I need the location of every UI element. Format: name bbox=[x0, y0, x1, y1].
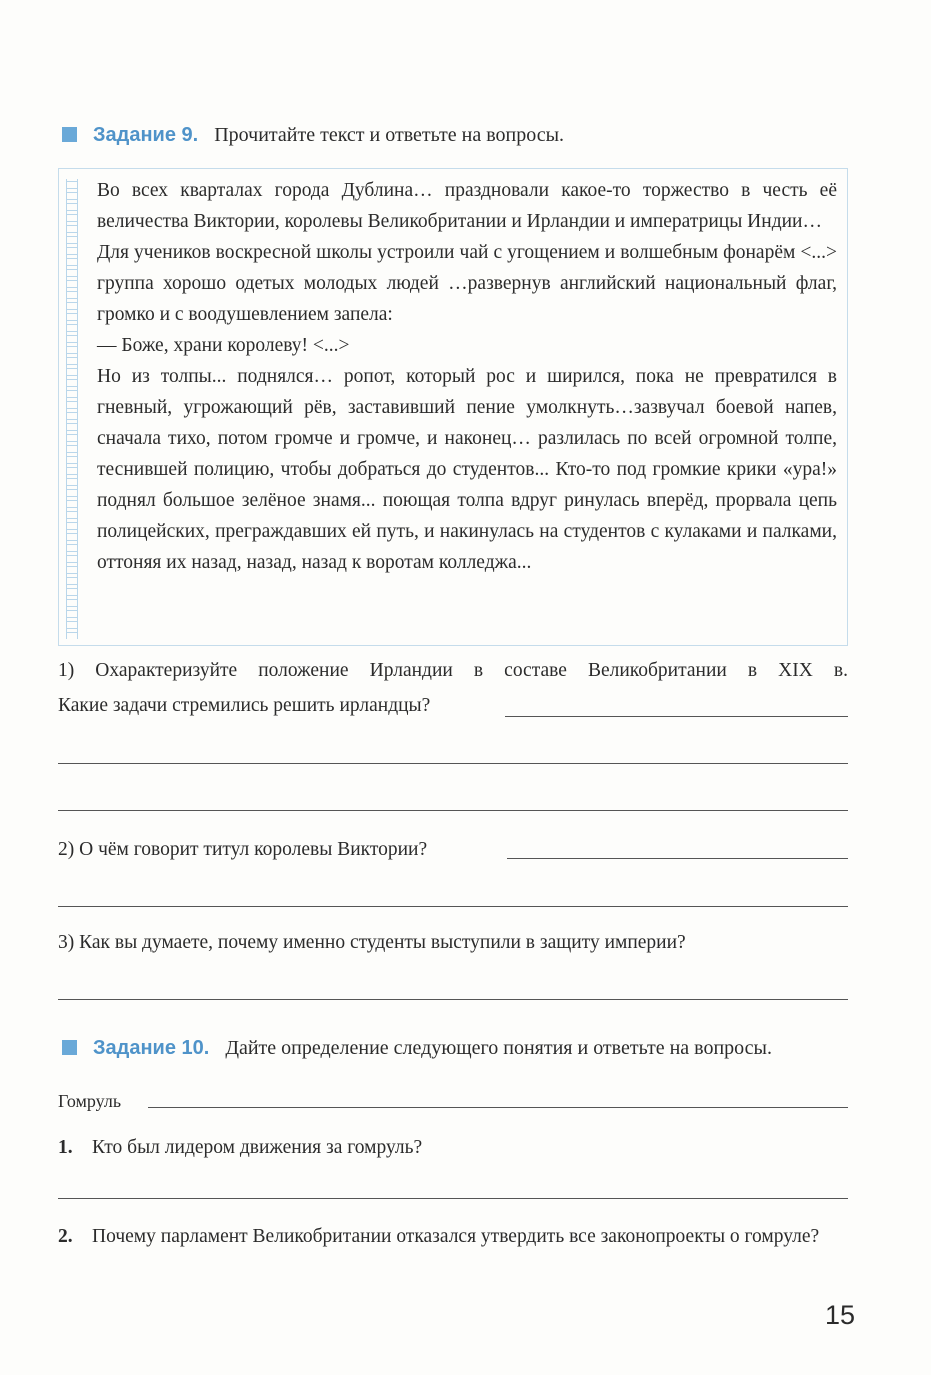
ornament-border-icon bbox=[66, 179, 78, 639]
square-bullet-icon bbox=[62, 1040, 77, 1055]
task-10-question-2 bbox=[58, 1221, 848, 1253]
task-10-question-1 bbox=[58, 1132, 848, 1164]
passage-paragraph-2: Для учеников воскресной школы устроили чай с угощением и волшебным фонарём <...> группа хорошо одетых молодых людей …развернув английский национальный флаг, громко и с воодушевлением запела: bbox=[97, 242, 837, 325]
question-number: 1. bbox=[58, 1137, 73, 1158]
term-label: Гомруль bbox=[58, 1091, 122, 1111]
question-3: 3) Как вы думаете, почему именно студенты выступили в защиту империи? bbox=[58, 932, 686, 953]
question-1-line-1: 1) Охарактеризуйте положение Ирландии в составе Великобритании в XIX в. bbox=[58, 660, 848, 681]
task-10-instruction: Дайте определение следующего понятия и ответьте на вопросы. bbox=[225, 1037, 772, 1059]
square-bullet-icon bbox=[62, 127, 77, 142]
task-10-label: Задание 10. bbox=[93, 1037, 210, 1059]
passage-paragraph-4: Но из толпы... поднялся… ропот, который рос и ширился, пока не превратился в гневный, угрожающий рёв, заставивший пение умолкнуть…зазвучал боевой напев, сначала тихо, потом громче и громче, и наконец… разлилась по всей огромной толпе, теснившей полицию, чтобы добраться до студентов... Кто-то под громкие крики «ура!» поднял большое зелёное знамя... поющая толпа вдруг ринулась вперёд, прорвала цепь полицейских, преграждавших ей путь, и накинулась на студентов с кулаками и палками, оттоняя их назад, назад, назад к воротам колледжа... bbox=[97, 366, 837, 573]
answer-2-inline-field[interactable] bbox=[507, 858, 848, 859]
page-number: 15 bbox=[824, 1300, 855, 1330]
task-9-instruction: Прочитайте текст и ответьте на вопросы. bbox=[214, 124, 565, 146]
question-number: 2. bbox=[58, 1226, 73, 1247]
term-definition-field[interactable] bbox=[148, 1107, 848, 1108]
answer-1-line-2[interactable] bbox=[58, 763, 848, 764]
task-9-header bbox=[62, 124, 564, 147]
question-2: 2) О чём говорит титул королевы Виктории? bbox=[58, 839, 428, 860]
task-10-header bbox=[62, 1037, 772, 1060]
answer-3-line[interactable] bbox=[58, 999, 848, 1000]
passage-text bbox=[97, 175, 837, 578]
passage-box bbox=[58, 168, 848, 646]
task-10-answer-1-line[interactable] bbox=[58, 1198, 848, 1199]
task-9-label: Задание 9. bbox=[93, 124, 199, 146]
passage-paragraph-3: — Боже, храни королеву! <...> bbox=[97, 335, 350, 356]
answer-2-line-2[interactable] bbox=[58, 906, 848, 907]
question-1-line-2: Какие задачи стремились решить ирландцы? bbox=[58, 695, 431, 716]
question-text: Кто был лидером движения за гомруль? bbox=[92, 1137, 423, 1158]
passage-paragraph-1: Во всех кварталах города Дублина… праздновали какое-то торжество в честь её величества Виктории, королевы Великобритании и Ирландии и императрицы Индии… bbox=[97, 180, 837, 232]
answer-1-line-3[interactable] bbox=[58, 810, 848, 811]
answer-1-inline-field[interactable] bbox=[505, 716, 848, 717]
question-text: Почему парламент Великобритании отказался утвердить все законопроекты о гомруле? bbox=[92, 1226, 820, 1247]
